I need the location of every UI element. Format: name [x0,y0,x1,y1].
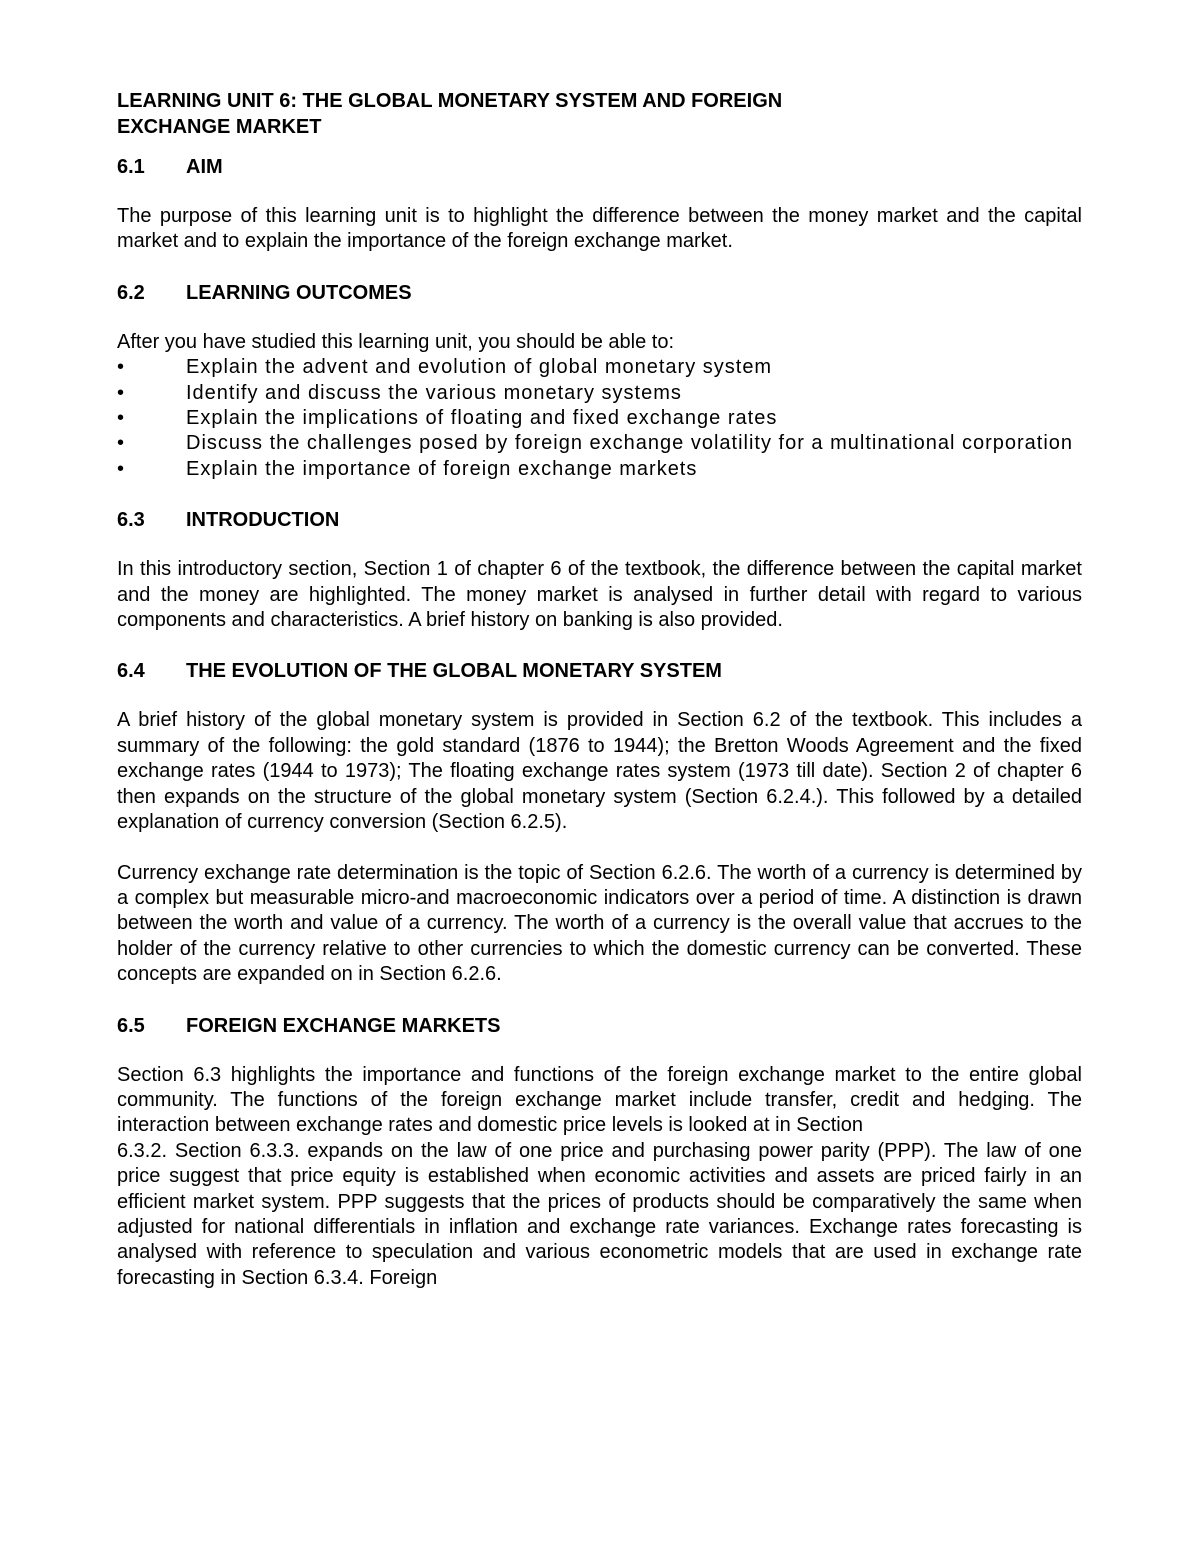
section-heading-introduction [117,507,1082,533]
bullet-icon: • [117,432,125,455]
section-title: LEARNING OUTCOMES [186,281,412,304]
title-line-1: LEARNING UNIT 6: THE GLOBAL MONETARY SYSTEM AND FOREIGN [117,90,783,112]
list-item-text: Discuss the challenges posed by foreign exchange volatility for a multinational corporation [186,432,1074,455]
section-number: 6.1 [117,156,145,178]
section-number: 6.3 [117,509,145,532]
bullet-icon: • [117,381,125,404]
list-item-text: Identify and discuss the various monetary systems [186,381,682,404]
aim-paragraph: The purpose of this learning unit is to highlight the difference between the money market and the capital market and to explain the importance of the foreign exchange market. [117,205,1082,253]
list-item [117,355,1082,380]
section-number: 6.4 [117,660,145,683]
list-item-text: Explain the implications of floating and fixed exchange rates [186,407,778,430]
title-line-2: EXCHANGE MARKET [117,116,322,138]
outcomes-intro: After you have studied this learning unit, you should be able to: [117,330,675,353]
section-heading-evolution [117,658,1082,684]
document-page [117,88,1082,1316]
list-item-text: Explain the advent and evolution of global monetary system [186,356,773,379]
bullet-icon: • [117,407,125,430]
fx-markets-paragraph-1b: 6.3.2. Section 6.3.3. expands on the law of one price and purchasing power parity (PPP). The law of one price suggest that price equity is established when economic activities and assets are priced fairly in an efficient market system. PPP suggests that the prices of products should be comparatively the same when adjusted for national differentials in inflation and exchange rate variances. Exchange rates forecasting is analysed with reference to speculation and various econometric models that are used in exchange rate forecasting in Section 6.3.4. Foreign [117,1139,1082,1289]
document-title [117,88,1082,140]
section-title: INTRODUCTION [186,509,340,532]
list-item [117,431,1082,456]
outcomes-list [117,355,1082,482]
evolution-paragraph-2: Currency exchange rate determination is the topic of Section 6.2.6. The worth of a currency is determined by a complex but measurable micro-and macroeconomic indicators over a period of time. A distinction is drawn between the worth and value of a currency. The worth of a currency is the overall value that accrues to the holder of the currency relative to other currencies to which the domestic currency can be converted. These concepts are expanded on in Section 6.2.6. [117,861,1082,986]
bullet-icon: • [117,457,125,480]
introduction-paragraph: In this introductory section, Section 1 of chapter 6 of the textbook, the difference between the capital market and the money are highlighted. The money market is analysed in further detail with regard to various components and characteristics. A brief history on banking is also provided. [117,558,1082,632]
section-number: 6.2 [117,281,145,304]
list-item-text: Explain the importance of foreign exchange markets [186,457,698,480]
section-heading-outcomes [117,280,1082,306]
section-heading-fx-markets [117,1013,1082,1039]
fx-markets-paragraph-1a: Section 6.3 highlights the importance and functions of the foreign exchange market to the entire global community. The functions of the foreign exchange market include transfer, credit and hedging. The interaction between exchange rates and domestic price levels is looked at in Section [117,1063,1082,1137]
bullet-icon: • [117,356,125,379]
evolution-paragraph-1: A brief history of the global monetary system is provided in Section 6.2 of the textbook. This includes a summary of the following: the gold standard (1876 to 1944); the Bretton Woods Agreement and the fixed exchange rates (1944 to 1973); The floating exchange rates system (1973 till date). Section 2 of chapter 6 then expands on the structure of the global monetary system (Section 6.2.4.). This followed by a detailed explanation of currency conversion (Section 6.2.5). [117,709,1082,834]
section-heading-aim [117,154,1082,180]
section-title: FOREIGN EXCHANGE MARKETS [186,1014,501,1037]
section-title: AIM [186,156,223,178]
section-number: 6.5 [117,1014,145,1037]
list-item [117,406,1082,431]
section-title: THE EVOLUTION OF THE GLOBAL MONETARY SYSTEM [186,660,722,683]
list-item [117,381,1082,406]
list-item [117,457,1082,482]
